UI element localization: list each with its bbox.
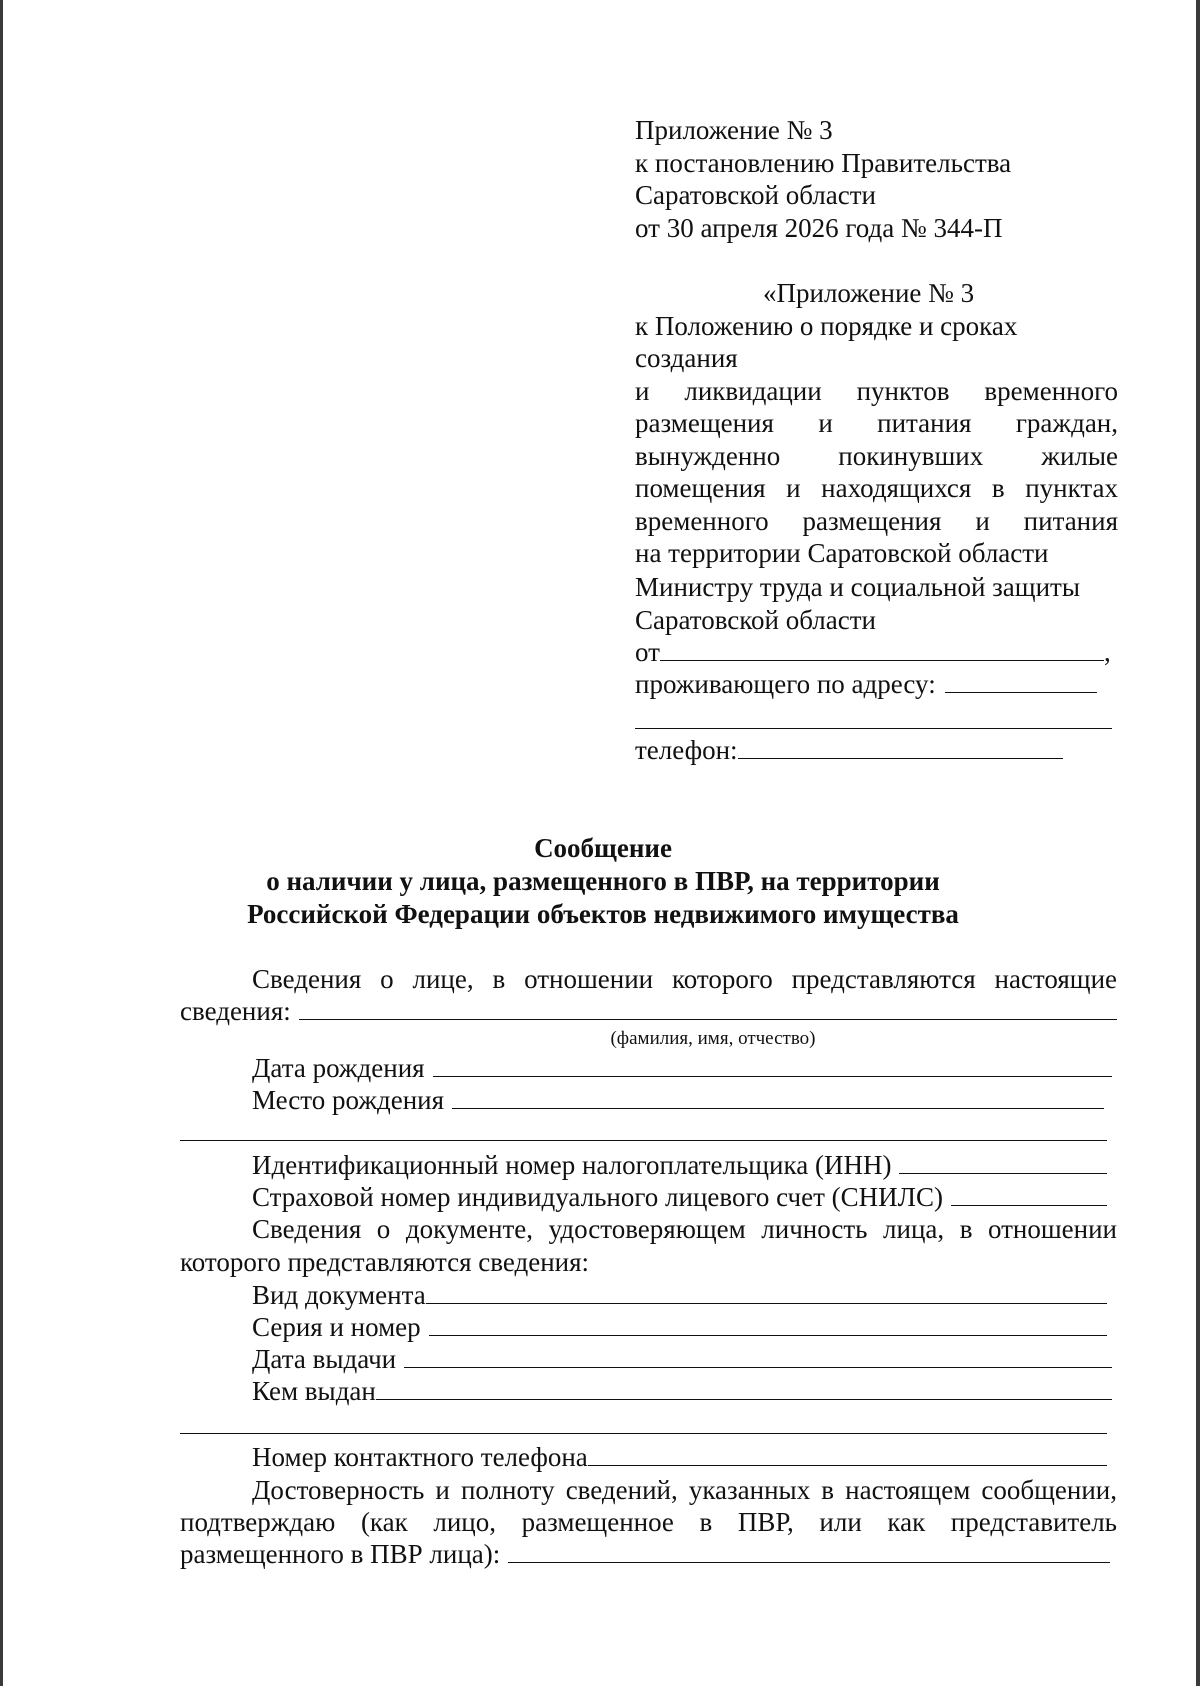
addressee-block bbox=[635, 571, 1125, 636]
inn-label: Идентификационный номер налогоплательщика (ИНН) bbox=[252, 1150, 892, 1180]
confirm-text-1: Достоверность и полноту сведений, указанных в настоящем сообщении, bbox=[252, 1475, 1117, 1505]
snils-row bbox=[252, 1181, 1107, 1214]
doc-type-row bbox=[252, 1279, 1107, 1312]
appendix-line-4: от 30 апреля 2026 года № 344-П bbox=[635, 212, 1003, 243]
doc-type-label: Вид документа bbox=[252, 1280, 426, 1310]
regulation-line-5: помещения и находящихся в пунктах bbox=[635, 473, 1118, 503]
birth-date-field[interactable] bbox=[433, 1054, 1112, 1077]
doc-date-label: Дата выдачи bbox=[252, 1344, 397, 1374]
addressee-line-1: Министру труда и социальной защиты bbox=[635, 572, 1080, 602]
contact-phone-label: Номер контактного телефона bbox=[252, 1442, 588, 1472]
doc-intro-line-2: которого представляются сведения: bbox=[180, 1247, 590, 1277]
confirm-label-3: размещенного в ПВР лица): bbox=[180, 1539, 501, 1569]
from-field[interactable] bbox=[660, 638, 1104, 661]
regulation-line-7: на территории Саратовской области bbox=[635, 538, 1049, 568]
phone-label: телефон: bbox=[635, 735, 738, 765]
doc-issuer-field[interactable] bbox=[376, 1377, 1112, 1400]
address-field-line-2[interactable] bbox=[635, 728, 1112, 729]
regulation-line-4: вынужденно покинувших жилые bbox=[635, 440, 1118, 471]
birth-date-label: Дата рождения bbox=[252, 1053, 425, 1083]
from-row bbox=[635, 636, 1118, 669]
intro-label-2: сведения: bbox=[180, 996, 291, 1026]
inn-row bbox=[252, 1149, 1107, 1182]
intro-line-1 bbox=[180, 963, 1117, 996]
regulation-appendix-block bbox=[635, 277, 1118, 570]
doc-type-field[interactable] bbox=[426, 1281, 1107, 1304]
birth-date-row bbox=[252, 1052, 1112, 1085]
fio-field[interactable] bbox=[299, 997, 1117, 1020]
fio-row bbox=[180, 995, 1117, 1028]
appendix-block bbox=[635, 114, 1125, 244]
intro-text-1: Сведения о лице, в отношении которого представляются настоящие bbox=[252, 964, 1117, 994]
doc-number-row bbox=[252, 1311, 1107, 1344]
phone-row bbox=[635, 734, 1118, 767]
from-comma: , bbox=[1103, 637, 1111, 667]
confirm-row-3 bbox=[180, 1538, 1110, 1571]
addressee-line-2: Саратовской области bbox=[635, 604, 876, 635]
title-line-1: Сообщение bbox=[534, 833, 672, 863]
appendix-line-2: к постановлению Правительства bbox=[635, 147, 1012, 178]
inn-field[interactable] bbox=[899, 1151, 1107, 1174]
signature-field[interactable] bbox=[508, 1540, 1110, 1563]
regulation-line-3: размещения и питания граждан, bbox=[635, 408, 1118, 438]
snils-label: Страховой номер индивидуального лицевого счет (СНИЛС) bbox=[252, 1182, 943, 1212]
doc-issuer-field-line-2[interactable] bbox=[180, 1433, 1107, 1434]
regulation-line-2: и ликвидации пунктов временного bbox=[635, 375, 1118, 406]
birth-place-label: Место рождения bbox=[252, 1085, 445, 1115]
appendix-line-1: Приложение № 3 bbox=[635, 115, 833, 145]
snils-field[interactable] bbox=[951, 1183, 1107, 1206]
confirm-line-1 bbox=[180, 1474, 1117, 1507]
confirm-line-2: подтверждаю (как лицо, размещенное в ПВР, или как представитель bbox=[180, 1507, 1117, 1537]
address-field[interactable] bbox=[945, 670, 1097, 693]
from-label: от bbox=[635, 637, 660, 667]
doc-date-row bbox=[252, 1343, 1112, 1376]
doc-date-field[interactable] bbox=[404, 1345, 1112, 1368]
appendix-line-3: Саратовской области bbox=[635, 180, 876, 210]
title-line-2: о наличии у лица, размещенного в ПВР, на территории bbox=[266, 866, 940, 896]
address-label: проживающего по адресу: bbox=[635, 669, 936, 699]
document-title bbox=[183, 832, 1023, 931]
phone-field[interactable] bbox=[738, 736, 1063, 759]
regulation-line-1: к Положению о порядке и сроках создания bbox=[635, 310, 1018, 373]
doc-number-label: Серия и номер bbox=[252, 1312, 421, 1342]
address-row bbox=[635, 668, 1118, 701]
contact-phone-row bbox=[252, 1441, 1107, 1474]
title-line-3: Российской Федерации объектов недвижимого имущества bbox=[247, 899, 959, 929]
birth-place-field[interactable] bbox=[452, 1086, 1104, 1109]
doc-issuer-row bbox=[252, 1375, 1112, 1408]
doc-intro-text-1: Сведения о документе, удостоверяющем личность лица, в отношении bbox=[252, 1214, 1117, 1244]
birth-place-row bbox=[252, 1084, 1104, 1117]
regulation-line-6: временного размещения и питания bbox=[635, 505, 1118, 536]
birth-place-field-line-2[interactable] bbox=[180, 1140, 1107, 1141]
contact-phone-field[interactable] bbox=[588, 1443, 1107, 1466]
regulation-appendix-head: «Приложение № 3 bbox=[763, 278, 975, 308]
fio-hint: (фамилия, имя, отчество) bbox=[610, 1028, 816, 1049]
doc-intro-line-1 bbox=[180, 1213, 1117, 1246]
doc-number-field[interactable] bbox=[429, 1313, 1107, 1336]
doc-issuer-label: Кем выдан bbox=[252, 1376, 376, 1406]
